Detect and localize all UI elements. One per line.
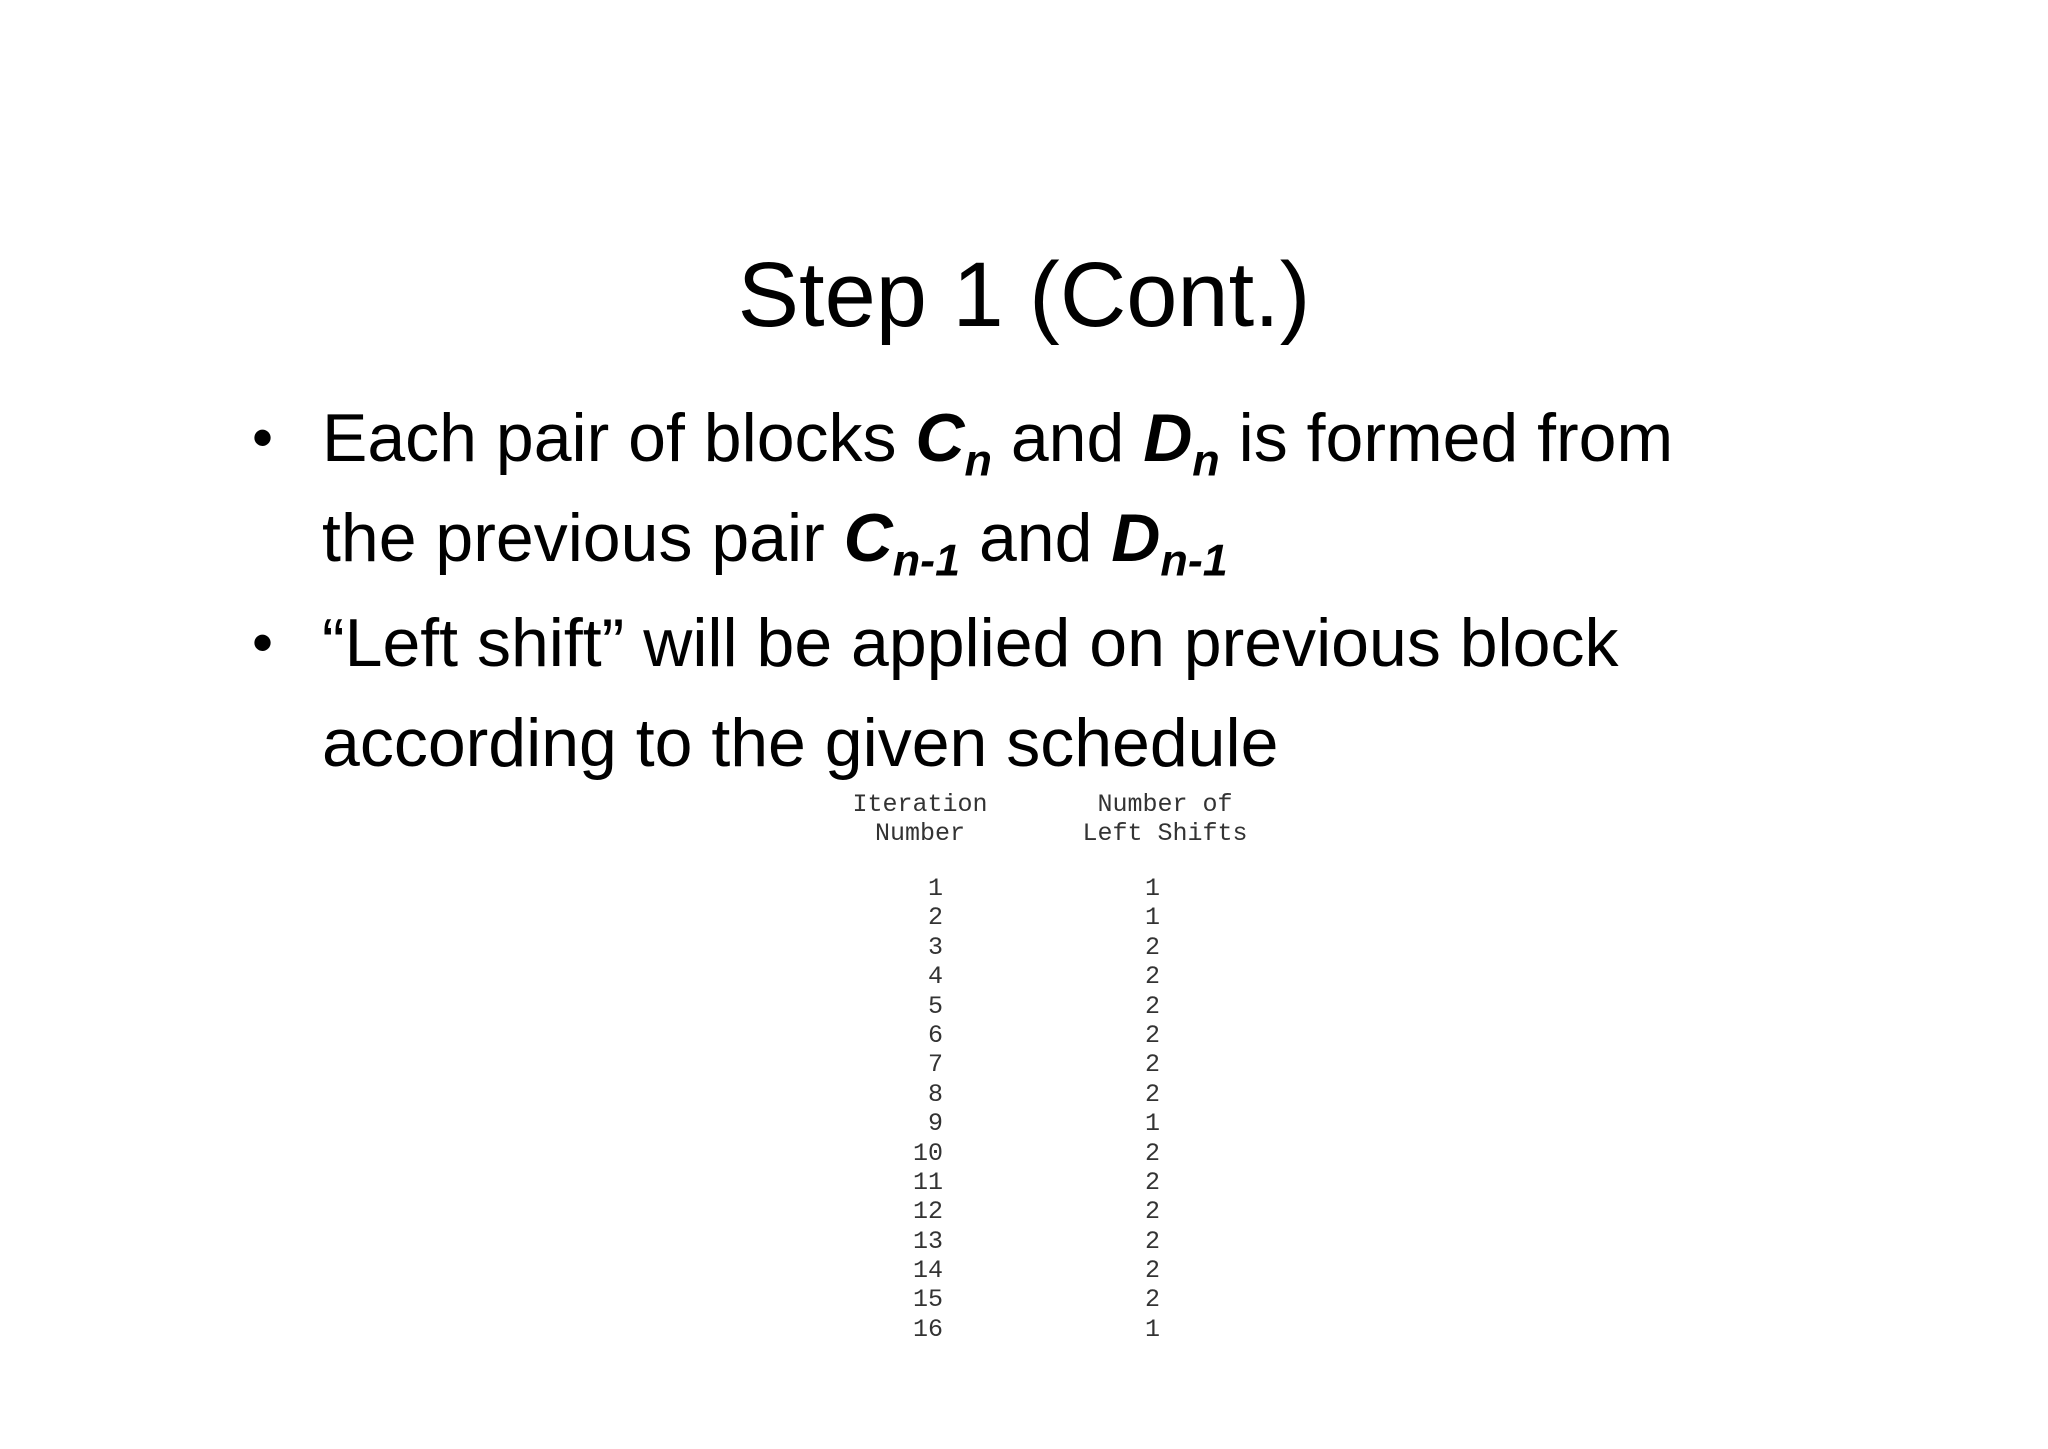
iteration-number-cell: 4 xyxy=(927,962,943,992)
left-shifts-cell: 1 xyxy=(1144,1109,1160,1139)
bullet-marker: • xyxy=(252,609,274,676)
shift-schedule-table xyxy=(820,790,1300,1344)
table-row xyxy=(820,903,1300,932)
table-row xyxy=(820,933,1300,962)
iteration-number-cell: 10 xyxy=(912,1138,943,1168)
left-shifts-cell: 2 xyxy=(1144,932,1160,962)
header-left-shifts: Number of Left Shifts xyxy=(1082,790,1248,848)
iteration-number-cell: 8 xyxy=(927,1079,943,1109)
table-row xyxy=(820,1139,1300,1168)
bullet-list xyxy=(252,388,1812,798)
iteration-number-cell: 11 xyxy=(912,1167,943,1197)
left-shifts-cell: 2 xyxy=(1144,1197,1160,1227)
table-row xyxy=(820,992,1300,1021)
slide-title: Step 1 (Cont.) xyxy=(737,243,1311,346)
table-row xyxy=(820,1021,1300,1050)
schedule-rows xyxy=(820,874,1300,1344)
variable-c-n-minus-1: $C_{n-1}$ xyxy=(843,500,961,586)
table-row xyxy=(820,1080,1300,1109)
variable-c-n: $C_n$ xyxy=(915,400,992,486)
bullet-item-pairs xyxy=(252,388,1812,588)
bullet-item-left-shift xyxy=(252,593,1812,793)
left-shifts-cell: 2 xyxy=(1144,991,1160,1021)
table-row xyxy=(820,1256,1300,1285)
iteration-number-cell: 2 xyxy=(927,903,943,933)
left-shifts-cell: 1 xyxy=(1144,903,1160,933)
iteration-number-cell: 3 xyxy=(927,932,943,962)
iteration-number-cell: 7 xyxy=(927,1050,943,1080)
left-shifts-cell: 2 xyxy=(1144,1226,1160,1256)
left-shifts-cell: 2 xyxy=(1144,962,1160,992)
left-shifts-cell: 2 xyxy=(1144,1285,1160,1315)
iteration-number-cell: 5 xyxy=(927,991,943,1021)
left-shifts-cell: 2 xyxy=(1144,1256,1160,1286)
bullet-marker: • xyxy=(252,404,274,471)
left-shifts-cell: 2 xyxy=(1144,1167,1160,1197)
left-shifts-cell: 2 xyxy=(1144,1138,1160,1168)
iteration-number-cell: 16 xyxy=(912,1314,943,1344)
iteration-number-cell: 6 xyxy=(927,1020,943,1050)
table-row xyxy=(820,1050,1300,1079)
left-shifts-cell: 2 xyxy=(1144,1079,1160,1109)
left-shifts-cell: 2 xyxy=(1144,1020,1160,1050)
table-row xyxy=(820,1197,1300,1226)
header-iteration-number: Iteration Number xyxy=(852,790,988,848)
left-shifts-cell: 1 xyxy=(1144,874,1160,903)
table-row xyxy=(820,962,1300,991)
table-row xyxy=(820,1315,1300,1344)
left-shifts-cell: 2 xyxy=(1144,1050,1160,1080)
iteration-number-cell: 12 xyxy=(912,1197,943,1227)
left-shifts-cell: 1 xyxy=(1144,1314,1160,1344)
table-row xyxy=(820,1168,1300,1197)
variable-d-n: $D_n$ xyxy=(1143,400,1220,486)
table-row xyxy=(820,1285,1300,1314)
schedule-header xyxy=(820,790,1300,852)
iteration-number-cell: 1 xyxy=(927,874,943,903)
iteration-number-cell: 14 xyxy=(912,1256,943,1286)
variable-d-n-minus-1: $D_{n-1}$ xyxy=(1111,500,1228,586)
iteration-number-cell: 15 xyxy=(912,1285,943,1315)
bullet-text: “Left shift” will be applied on previous block according to the given schedule xyxy=(322,605,1619,781)
table-row xyxy=(820,1227,1300,1256)
table-row xyxy=(820,874,1300,903)
bullet-text: Each pair of blocks $C_n$ and $D_n$ is formed from the previous pair $C_{n-1}$ and $D_{n-1}$ xyxy=(322,400,1674,586)
iteration-number-cell: 9 xyxy=(927,1109,943,1139)
iteration-number-cell: 13 xyxy=(912,1226,943,1256)
table-row xyxy=(820,1109,1300,1138)
